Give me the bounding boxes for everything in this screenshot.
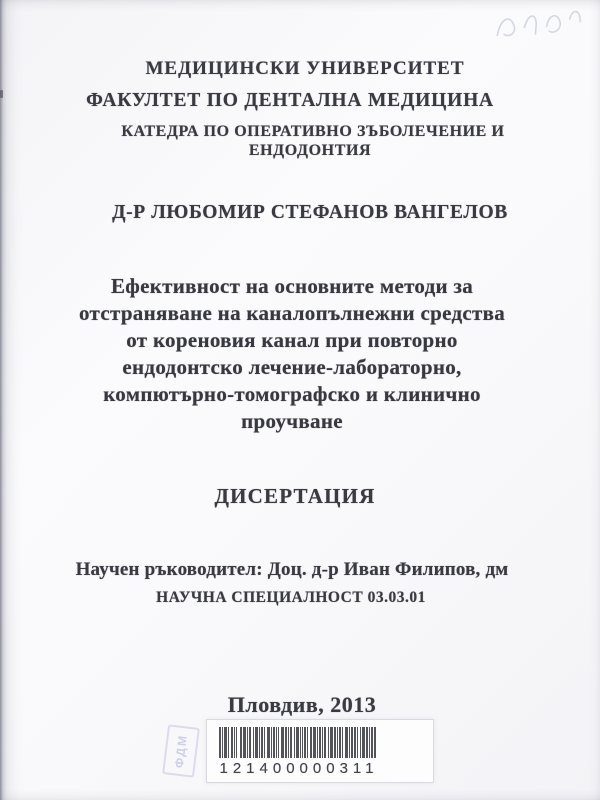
title-line: компютърно-томографско и клинично	[103, 382, 481, 406]
title-line: отстраняване на каналопълнежни средства	[78, 301, 506, 325]
dissertation-title	[0, 273, 592, 435]
title-line: Ефективност на основните методи за	[110, 274, 474, 298]
city-year-line: Пловдив, 2013	[227, 692, 377, 717]
title-line: от кореновия канал при повторно	[126, 328, 458, 352]
title-line: проучване	[241, 409, 343, 433]
scientific-specialty-line: НАУЧНА СПЕЦИАЛНОСТ 03.03.01	[156, 589, 426, 606]
title-line: ендодонтско лечение-лабораторно,	[122, 355, 462, 379]
library-stamp-text: ФДМ	[171, 733, 191, 769]
document-type-label: ДИСЕРТАЦИЯ	[214, 484, 376, 508]
department-name-line2: ЕНДОДОНТИЯ	[248, 142, 372, 159]
barcode-number: 121400000311	[219, 760, 379, 777]
university-name: МЕДИЦИНСКИ УНИВЕРСИТЕТ	[145, 58, 465, 79]
faculty-name: ФАКУЛТЕТ ПО ДЕНТАЛНА МЕДИЦИНА	[86, 90, 494, 111]
handwritten-mark	[488, 2, 596, 44]
department-name-line1: КАТЕДРА ПО ОПЕРАТИВНО ЗЪБОЛЕЧЕНИЕ И	[121, 123, 505, 140]
library-barcode-sticker	[206, 719, 434, 783]
author-name: Д-Р ЛЮБОМИР СТЕФАНОВ ВАНГЕЛОВ	[112, 202, 508, 223]
supervisor-line: Научен ръководител: Доц. д-р Иван Филипов, дм	[75, 559, 509, 580]
library-stamp	[162, 724, 200, 778]
barcode-icon	[219, 727, 378, 758]
